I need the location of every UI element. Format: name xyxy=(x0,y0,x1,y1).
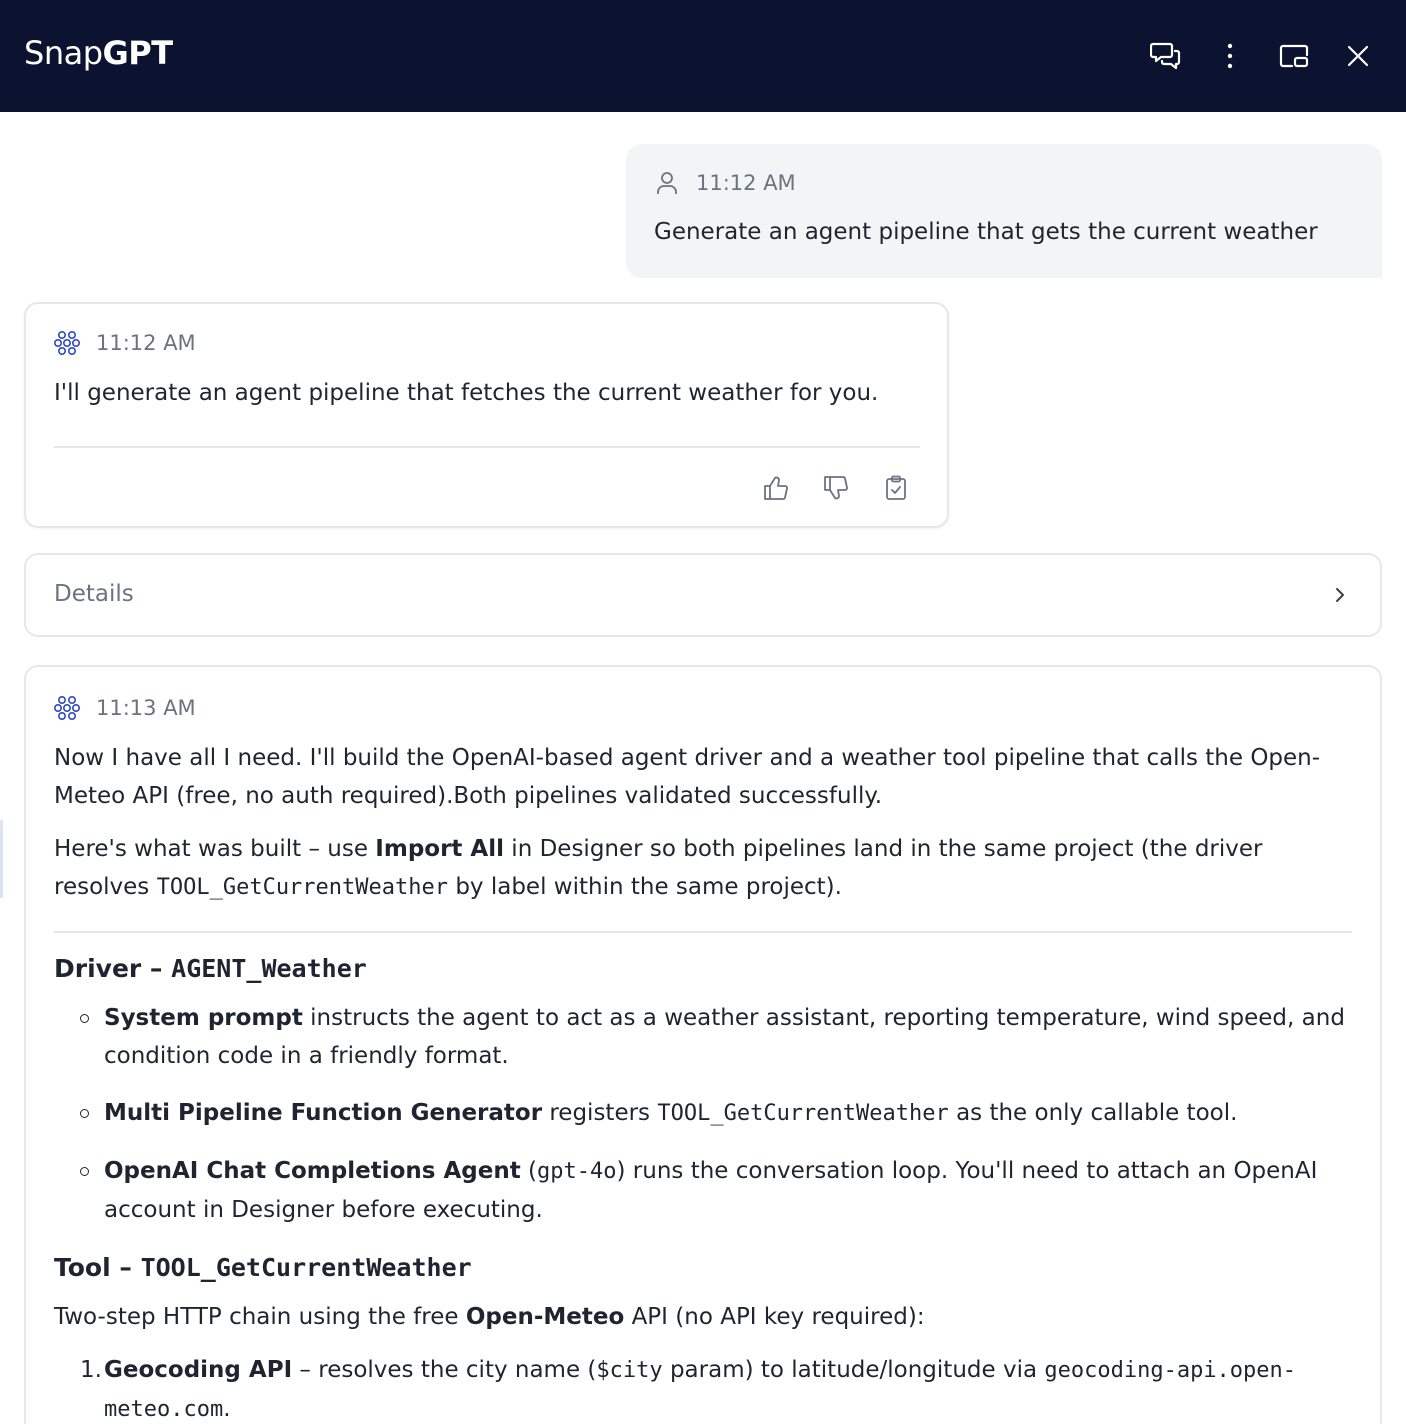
user-message-time: 11:12 AM xyxy=(696,171,796,195)
tool-step-list xyxy=(54,1351,1354,1424)
assistant-logo-icon xyxy=(54,695,80,721)
list-item: System prompt instructs the agent to act as a weather assistant, reporting temperature, wind speed, and condition code in a friendly format. xyxy=(54,999,1354,1075)
chat-history-button[interactable] xyxy=(1146,36,1186,76)
assistant-response-body xyxy=(54,739,1354,1424)
tool-heading: Tool – TOOL_GetCurrentWeather xyxy=(54,1253,472,1282)
divider xyxy=(54,446,920,448)
clipboard-check-icon xyxy=(882,474,910,502)
more-vertical-icon xyxy=(1214,40,1246,72)
response-paragraph: Here's what was built – use Import All in Designer so both pipelines land in the same project (the driver resolves TOOL_GetCurrentWeather by label within the same project). xyxy=(54,836,1263,900)
copy-button[interactable] xyxy=(880,472,912,504)
assistant-logo-icon xyxy=(54,330,80,356)
driver-heading: Driver – AGENT_Weather xyxy=(54,954,367,983)
assistant-message-meta xyxy=(54,330,196,356)
scroll-edge-indicator xyxy=(0,820,3,898)
section-divider xyxy=(54,931,1352,933)
user-message-bubble xyxy=(626,144,1382,278)
user-message-meta xyxy=(654,170,796,196)
list-item: 1. Geocoding API – resolves the city name ($city param) to latitude/longitude via geocoding-api.open-meteo.com. xyxy=(80,1357,1297,1422)
user-message-text: Generate an agent pipeline that gets the current weather xyxy=(654,219,1318,245)
thumbs-down-icon xyxy=(822,474,850,502)
response-paragraph: Now I have all I need. I'll build the OpenAI-based agent driver and a weather tool pipeline that calls the Open-Meteo API (free, no auth required).Both pipelines validated successfully. xyxy=(54,745,1321,809)
assistant-message-time: 11:12 AM xyxy=(96,331,196,355)
dock-window-icon xyxy=(1278,40,1310,72)
assistant-message-time: 11:13 AM xyxy=(96,696,196,720)
thumbs-down-button[interactable] xyxy=(820,472,852,504)
assistant-message-card xyxy=(24,302,949,528)
list-item: OpenAI Chat Completions Agent (gpt-4o) runs the conversation loop. You'll need to attach an OpenAI account in Designer before executing. xyxy=(54,1152,1354,1229)
details-label: Details xyxy=(54,581,134,607)
response-paragraph: Two-step HTTP chain using the free Open-Meteo API (no API key required): xyxy=(54,1304,925,1330)
assistant-response-card xyxy=(24,665,1382,1424)
details-expander[interactable] xyxy=(24,553,1382,637)
brand-name-bold: GPT xyxy=(102,34,173,72)
close-icon xyxy=(1342,40,1374,72)
chat-bubbles-icon xyxy=(1150,40,1182,72)
list-item: Multi Pipeline Function Generator registers TOOL_GetCurrentWeather as the only callable tool. xyxy=(54,1094,1354,1133)
thumbs-up-button[interactable] xyxy=(760,472,792,504)
app-logo xyxy=(24,34,173,72)
dock-window-button[interactable] xyxy=(1274,36,1314,76)
driver-bullet-list xyxy=(54,999,1354,1229)
user-icon xyxy=(654,170,680,196)
close-button[interactable] xyxy=(1338,36,1378,76)
app-header xyxy=(0,0,1406,112)
thumbs-up-icon xyxy=(762,474,790,502)
more-options-button[interactable] xyxy=(1210,36,1250,76)
chevron-right-icon xyxy=(1330,585,1350,609)
assistant-message-text: I'll generate an agent pipeline that fetches the current weather for you. xyxy=(54,380,879,406)
brand-name-light: Snap xyxy=(24,34,103,72)
assistant-message-meta xyxy=(54,695,196,721)
